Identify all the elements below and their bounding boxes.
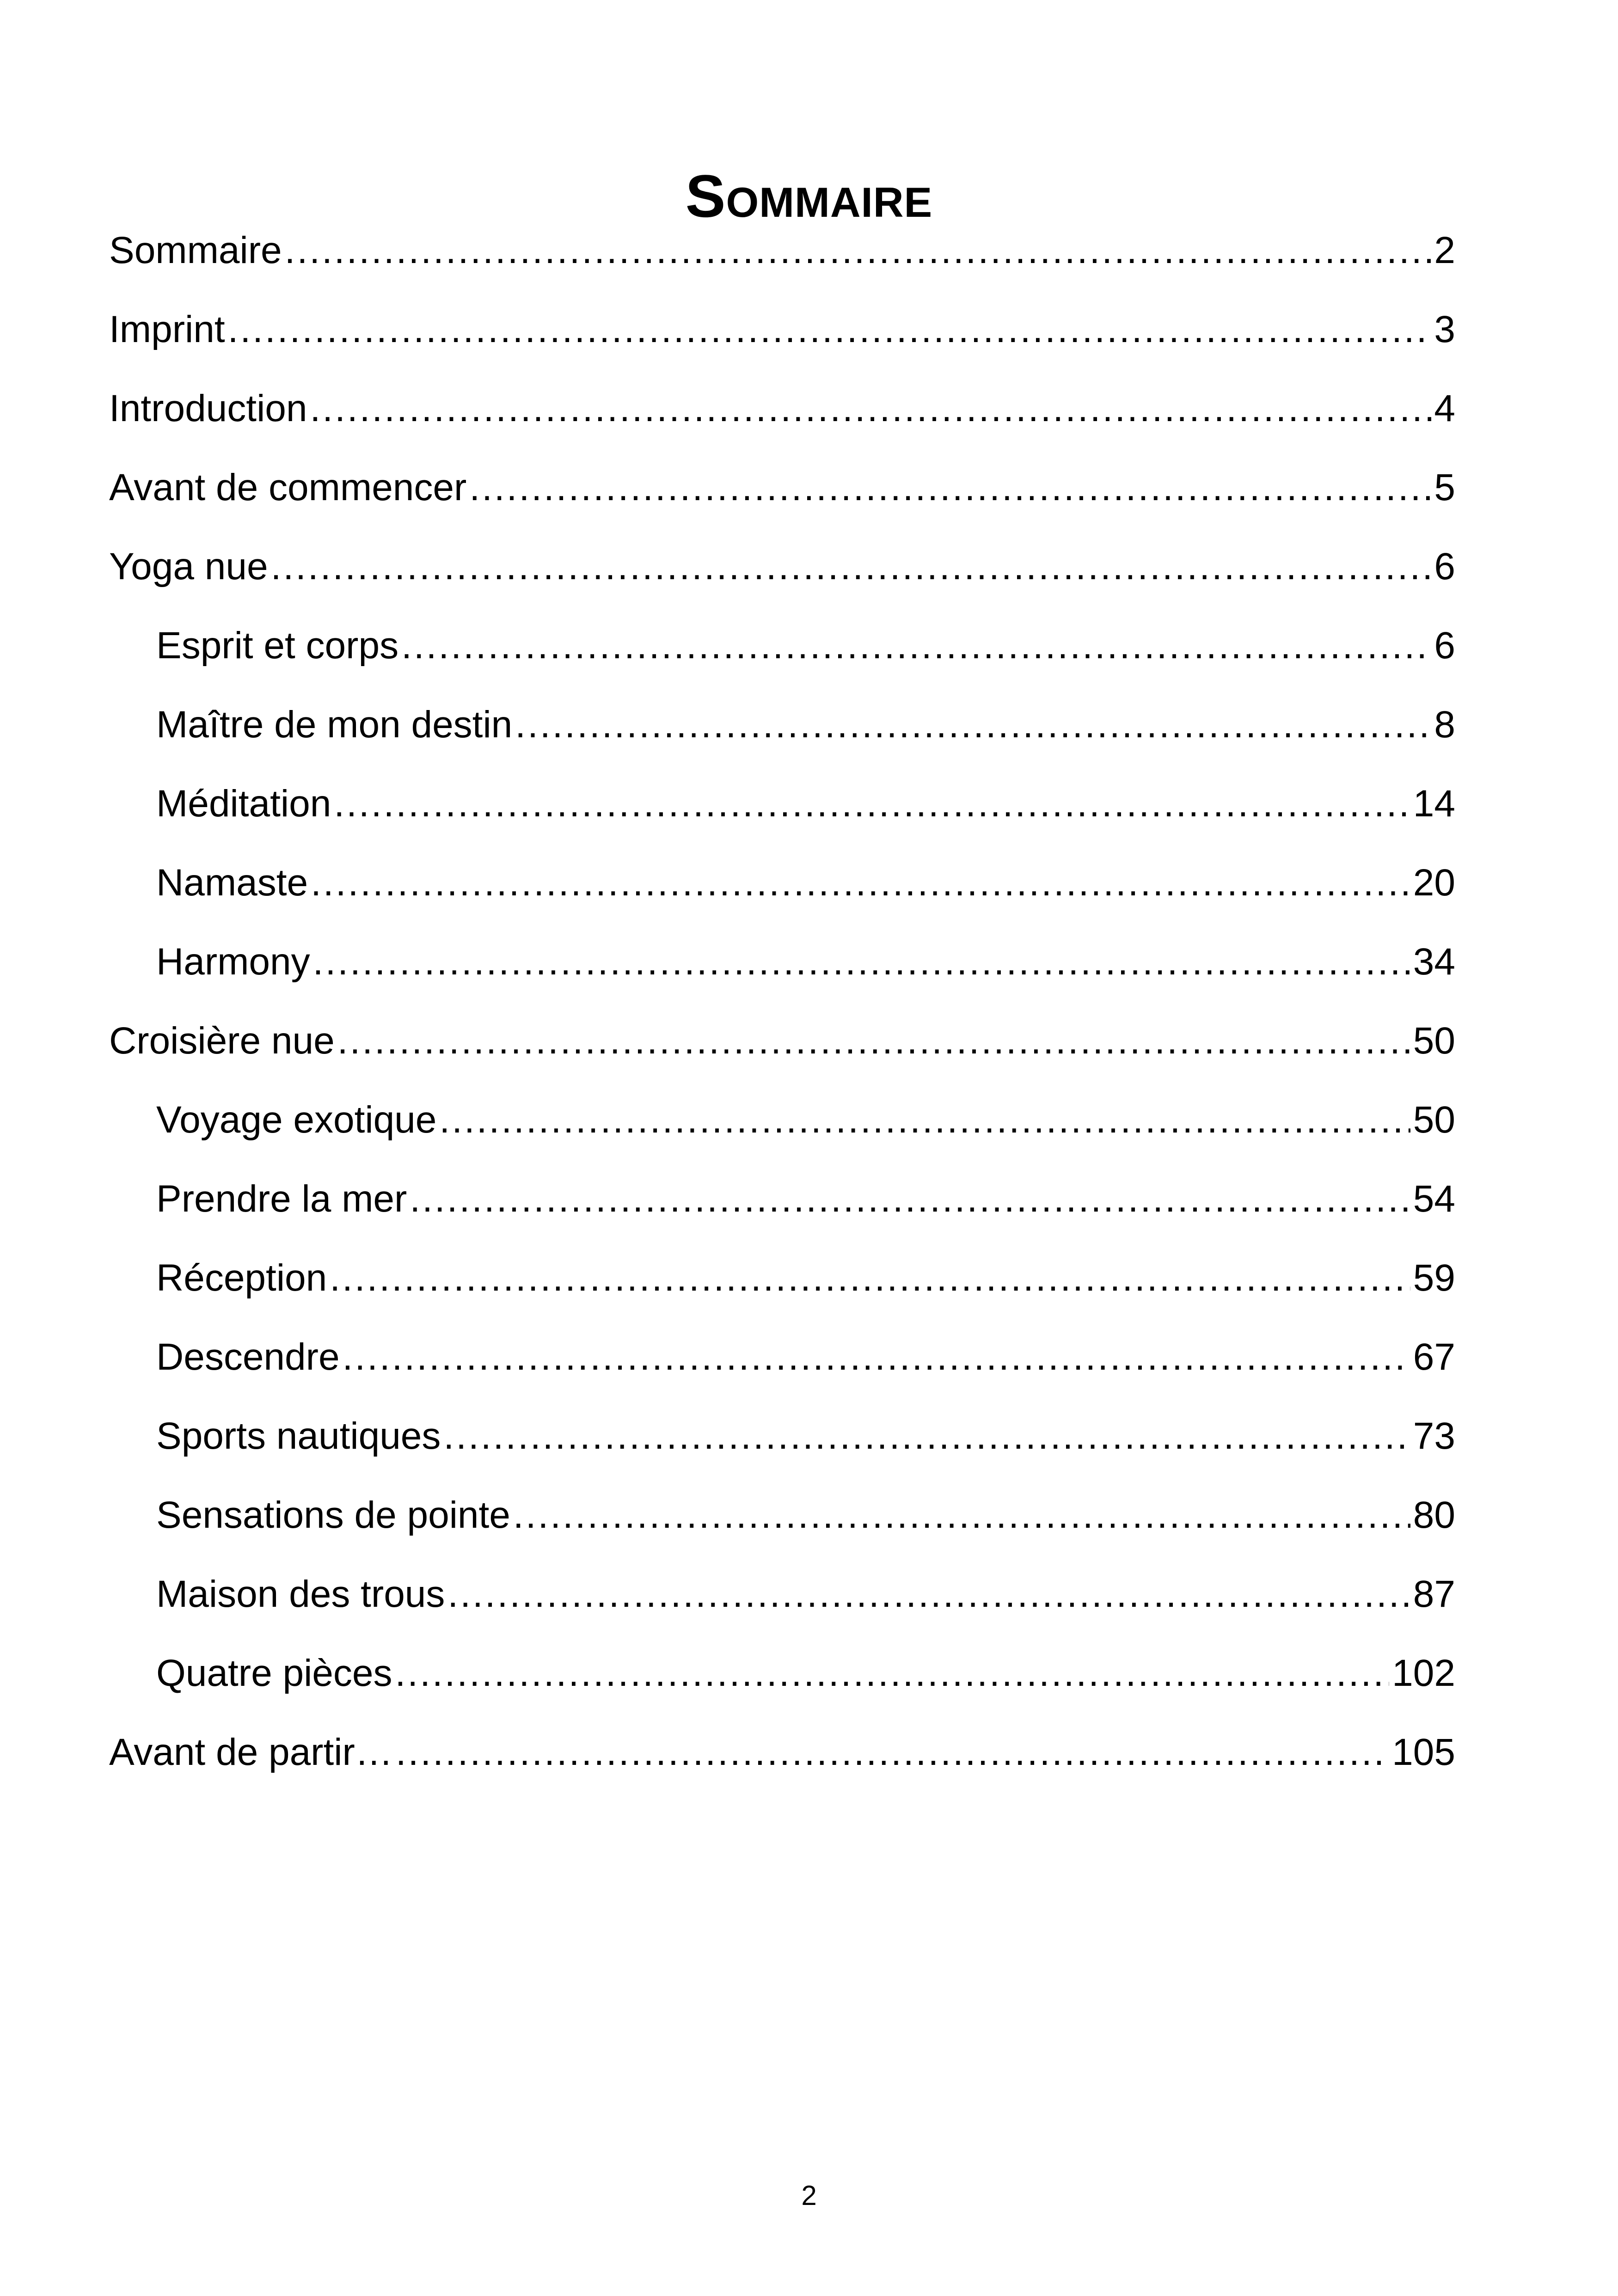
toc-entry[interactable] <box>109 843 1455 922</box>
toc-entry-label: Introduction <box>109 387 307 429</box>
toc-entry-label: Sports nautiques <box>156 1415 441 1457</box>
page-title: Sommaire <box>685 162 933 230</box>
toc-dot-leader <box>330 1238 1410 1317</box>
toc-dot-leader <box>334 764 1410 843</box>
toc-entry[interactable] <box>109 1080 1455 1159</box>
toc-dot-leader <box>410 1159 1410 1238</box>
toc-entry-label: Maison des trous <box>156 1573 445 1615</box>
toc-entry[interactable] <box>109 606 1455 685</box>
toc-entry[interactable] <box>109 1001 1455 1080</box>
toc-entry-page: 6 <box>1434 545 1455 588</box>
toc-entry-page: 59 <box>1413 1257 1455 1299</box>
toc-dot-leader <box>310 369 1432 448</box>
toc-entry-label: Esprit et corps <box>156 625 399 667</box>
toc-entry[interactable] <box>109 1238 1455 1317</box>
toc-entry-page: 4 <box>1434 387 1455 429</box>
toc-dot-leader <box>396 1713 1389 1792</box>
toc-entry-page: 67 <box>1413 1336 1455 1378</box>
toc-entry[interactable] <box>109 1634 1455 1713</box>
toc-entry-page: 54 <box>1413 1178 1455 1220</box>
toc-entry-page: 73 <box>1413 1415 1455 1457</box>
toc-dot-leader <box>228 290 1432 369</box>
page-number: 2 <box>801 2180 817 2211</box>
toc-entry-page: 80 <box>1413 1494 1455 1536</box>
toc-entry[interactable] <box>109 922 1455 1001</box>
toc-dot-leader <box>469 448 1431 527</box>
toc-entry-label: Harmony <box>156 941 310 983</box>
toc-entry[interactable] <box>109 448 1455 527</box>
toc-entry-page: 102 <box>1392 1652 1455 1694</box>
toc-entry[interactable] <box>109 290 1455 369</box>
toc-entry-page: 5 <box>1434 466 1455 508</box>
toc-dot-leader <box>401 606 1431 685</box>
toc-entry[interactable] <box>109 1159 1455 1238</box>
toc-dot-leader <box>513 1476 1410 1555</box>
toc-entry[interactable] <box>109 685 1455 764</box>
toc-entry-label: Voyage exotique <box>156 1099 437 1141</box>
toc-entry-label: Sommaire <box>109 229 282 271</box>
toc-entry-label: Prendre la mer <box>156 1178 407 1220</box>
toc-entry-label: Namaste <box>156 862 308 904</box>
toc-entry-page: 14 <box>1413 783 1455 825</box>
toc-dot-leader <box>395 1634 1390 1713</box>
table-of-contents <box>109 211 1455 1792</box>
toc-entry-page: 50 <box>1413 1020 1455 1062</box>
toc-entry[interactable] <box>109 527 1455 606</box>
toc-entry-label: Avant de commencer <box>109 466 467 508</box>
toc-entry[interactable] <box>109 1317 1455 1396</box>
toc-dot-leader <box>439 1080 1410 1159</box>
toc-entry[interactable] <box>109 764 1455 843</box>
toc-entry-page: 34 <box>1413 941 1455 983</box>
toc-entry[interactable] <box>109 1476 1455 1555</box>
toc-dot-leader <box>337 1001 1410 1080</box>
toc-entry[interactable] <box>109 369 1455 448</box>
toc-dot-leader <box>271 527 1432 606</box>
toc-entry-label: Imprint <box>109 308 225 350</box>
toc-entry-page: 3 <box>1434 308 1455 350</box>
toc-entry-page: 6 <box>1434 625 1455 667</box>
toc-entry-page: 87 <box>1413 1573 1455 1615</box>
toc-entry-label: Yoga nue <box>109 545 268 588</box>
toc-entry-label: Descendre <box>156 1336 340 1378</box>
toc-dot-leader <box>443 1396 1410 1476</box>
toc-entry-label: Maître de mon destin <box>156 704 513 746</box>
toc-entry[interactable] <box>109 1396 1455 1476</box>
toc-entry-page: 20 <box>1413 862 1455 904</box>
toc-entry-page: 2 <box>1434 229 1455 271</box>
toc-entry-label: Méditation <box>156 783 331 825</box>
toc-entry[interactable] <box>109 1555 1455 1634</box>
toc-entry-page: 8 <box>1434 704 1455 746</box>
toc-dot-leader <box>343 1317 1410 1396</box>
toc-entry[interactable] <box>109 1713 1455 1792</box>
toc-entry-page: 105 <box>1392 1731 1455 1773</box>
toc-dot-leader <box>311 843 1410 922</box>
toc-entry-label: Avant de partir… <box>109 1731 393 1773</box>
toc-entry-label: Sensations de pointe <box>156 1494 510 1536</box>
toc-dot-leader <box>285 211 1432 290</box>
toc-entry-page: 50 <box>1413 1099 1455 1141</box>
toc-dot-leader <box>313 922 1410 1001</box>
toc-dot-leader <box>447 1555 1410 1634</box>
toc-entry-label: Réception <box>156 1257 327 1299</box>
toc-entry[interactable] <box>109 211 1455 290</box>
toc-entry-label: Quatre pièces <box>156 1652 392 1694</box>
toc-dot-leader <box>515 685 1431 764</box>
toc-entry-label: Croisière nue <box>109 1020 335 1062</box>
